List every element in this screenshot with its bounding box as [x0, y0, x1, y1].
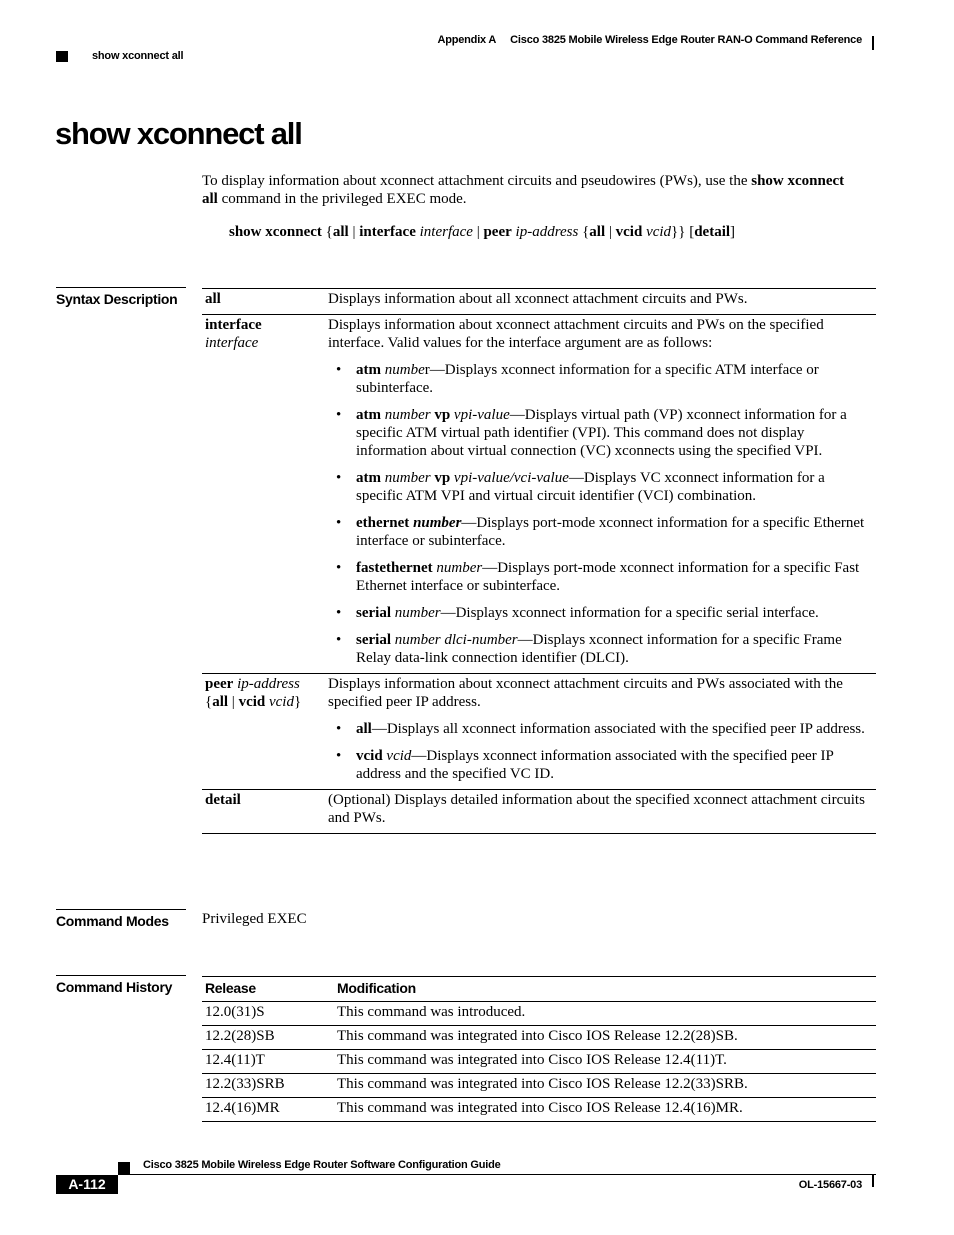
- release-cell: 12.2(33)SRB: [205, 1076, 285, 1092]
- item-text: —Displays VC xconnect information for a specific ATM VPI and virtual circuit identifier (VCI) combination.: [356, 470, 825, 504]
- syntax-part: all: [589, 224, 606, 240]
- list-item: [328, 631, 873, 667]
- keyword: vp: [434, 407, 451, 423]
- keyword: vcid: [238, 694, 266, 710]
- intro-paragraph: [202, 172, 862, 208]
- keyword: interface: [205, 317, 262, 333]
- keyword: serial: [356, 632, 391, 648]
- syntax-description-table: [202, 288, 876, 834]
- bullet-list: [328, 720, 873, 783]
- argument: number: [409, 515, 462, 531]
- header-rule-bar: [872, 36, 874, 50]
- syntax-desc-cell: [325, 315, 876, 674]
- keyword: peer: [205, 676, 234, 692]
- footer-guide-title: Cisco 3825 Mobile Wireless Edge Router Software Configuration Guide: [143, 1159, 501, 1171]
- table-row: [202, 1050, 876, 1074]
- table-row: [202, 1098, 876, 1122]
- command-syntax: [229, 224, 735, 241]
- syntax-desc-cell: Displays information about all xconnect attachment circuits and PWs.: [328, 291, 748, 307]
- argument: number: [381, 407, 435, 423]
- syntax-keyword-cell: [202, 674, 325, 790]
- footer-rule: [118, 1174, 876, 1175]
- intro-text-end: command in the privileged EXEC mode.: [217, 191, 467, 207]
- item-text: —Displays virtual path (VP) xconnect information for a specific ATM virtual path identifier (VPI). This command does not display information about virtual connection (VC) xconnects using the specified VPI.: [356, 407, 847, 459]
- desc-text: Displays information about xconnect attachment circuits and PWs associated with the specified peer IP address.: [328, 676, 843, 710]
- item-text: —Displays port-mode xconnect information for a specific Fast Ethernet interface or subinterface.: [356, 560, 860, 594]
- syntax-part: {: [578, 224, 590, 240]
- command-history-table: [202, 976, 876, 1122]
- syntax-part: vcid: [642, 224, 672, 240]
- argument: number dlci-number: [391, 632, 518, 648]
- footer-doc-id: OL-15667-03: [798, 1179, 862, 1191]
- argument: ip-address: [233, 676, 300, 692]
- syntax-part: vcid: [615, 224, 643, 240]
- keyword: fastethernet: [356, 560, 433, 576]
- keyword: vcid: [356, 748, 383, 764]
- footer-rule-bar: [872, 1175, 874, 1187]
- modification-cell: This command was integrated into Cisco IOS Release 12.2(33)SRB.: [337, 1076, 748, 1092]
- footer-marker: [118, 1162, 130, 1174]
- keyword: all: [212, 694, 229, 710]
- argument: number: [432, 560, 483, 576]
- syntax-keyword-cell: [202, 315, 325, 674]
- section-label-command-modes: Command Modes: [56, 911, 186, 929]
- syntax-part: |: [605, 224, 616, 240]
- table-header-row: [202, 977, 876, 1002]
- modification-cell: This command was introduced.: [337, 1004, 526, 1020]
- pipe: |: [228, 694, 239, 710]
- syntax-part: |: [348, 224, 360, 240]
- intro-command: show xconnect all: [202, 173, 845, 207]
- argument: number: [381, 470, 435, 486]
- keyword: ethernet: [356, 515, 410, 531]
- list-item: [328, 361, 873, 397]
- modification-cell: This command was integrated into Cisco IOS Release 12.2(28)SB.: [337, 1028, 738, 1044]
- syntax-part: }} [: [671, 224, 695, 240]
- table-row: [202, 289, 876, 315]
- modification-cell: This command was integrated into Cisco IOS Release 12.4(16)MR.: [337, 1100, 743, 1116]
- syntax-part: interface: [415, 224, 473, 240]
- argument: vpi-value/vci-value: [450, 470, 569, 486]
- syntax-part: |: [472, 224, 484, 240]
- intro-text: To display information about xconnect attachment circuits and pseudowires (PWs), use the: [202, 173, 752, 189]
- brace: }: [293, 694, 302, 710]
- header-appendix: Appendix A: [437, 34, 497, 46]
- item-text: —Displays all xconnect information associated with the specified peer IP address.: [371, 721, 865, 737]
- item-text: —Displays port-mode xconnect information for a specific Ethernet interface or subinterface.: [356, 515, 865, 549]
- syntax-keyword-cell: [202, 790, 325, 834]
- syntax-part: all: [332, 224, 349, 240]
- item-text: r—Displays xconnect information for a specific ATM interface or subinterface.: [356, 362, 819, 396]
- command-modes-value: Privileged EXEC: [202, 911, 307, 927]
- page-number: A-112: [56, 1175, 118, 1194]
- bullet-list: [328, 361, 873, 667]
- syntax-desc-cell: [325, 674, 876, 790]
- table-row: [202, 1074, 876, 1098]
- keyword: atm: [356, 362, 381, 378]
- release-cell: 12.0(31)S: [205, 1004, 265, 1020]
- table-row: [202, 1002, 876, 1026]
- release-cell: 12.4(11)T: [205, 1052, 265, 1068]
- argument: numbe: [381, 362, 425, 378]
- argument: vcid: [382, 748, 412, 764]
- release-cell: 12.2(28)SB: [205, 1028, 275, 1044]
- list-item: [328, 747, 873, 783]
- argument: vpi-value: [450, 407, 510, 423]
- syntax-part: show xconnect: [229, 224, 322, 240]
- running-header: [437, 34, 862, 46]
- column-header-modification: Modification: [337, 980, 416, 996]
- section-label-syntax-description: Syntax Description: [56, 289, 186, 307]
- keyword: atm: [356, 470, 381, 486]
- list-item: [328, 514, 873, 550]
- header-book-title: Cisco 3825 Mobile Wireless Edge Router RAN-O Command Reference: [510, 34, 862, 46]
- syntax-keyword-cell: [202, 289, 325, 315]
- keyword: detail: [205, 792, 241, 808]
- syntax-part: ]: [730, 224, 736, 240]
- list-item: [328, 469, 873, 505]
- syntax-part: ip-address: [511, 224, 579, 240]
- modification-cell: This command was integrated into Cisco IOS Release 12.4(11)T.: [337, 1052, 727, 1068]
- list-item: [328, 406, 873, 460]
- item-text: —Displays xconnect information associated with the specified peer IP address and the specified VC ID.: [356, 748, 834, 782]
- keyword: serial: [356, 605, 391, 621]
- argument: interface: [205, 335, 259, 351]
- release-cell: 12.4(16)MR: [205, 1100, 280, 1116]
- list-item: [328, 559, 873, 595]
- brace: {: [205, 694, 213, 710]
- keyword: all: [205, 291, 221, 307]
- syntax-part: peer: [483, 224, 512, 240]
- desc-text: Displays information about xconnect attachment circuits and PWs on the specified interface. Valid values for the interface argument are as follows:: [328, 317, 824, 351]
- list-item: [328, 720, 873, 738]
- argument: vcid: [265, 694, 294, 710]
- keyword: all: [356, 721, 372, 737]
- syntax-desc-cell: (Optional) Displays detailed information about the specified xconnect attachment circuits and PWs.: [328, 792, 865, 826]
- argument: number: [391, 605, 441, 621]
- item-text: —Displays xconnect information for a specific serial interface.: [440, 605, 819, 621]
- item-text: —Displays xconnect information for a specific Frame Relay data-link connection identifier (DLCI).: [356, 632, 842, 666]
- table-row: [202, 790, 876, 834]
- page-title: show xconnect all: [55, 116, 302, 151]
- syntax-part: detail: [694, 224, 731, 240]
- table-row: [202, 1026, 876, 1050]
- list-item: [328, 604, 873, 622]
- header-marker: [56, 51, 68, 62]
- syntax-part: {: [321, 224, 333, 240]
- keyword: atm: [356, 407, 381, 423]
- column-header-release: Release: [205, 980, 256, 996]
- section-label-command-history: Command History: [56, 977, 186, 995]
- keyword: vp: [434, 470, 451, 486]
- header-section: show xconnect all: [92, 50, 184, 62]
- syntax-part: interface: [359, 224, 416, 240]
- table-row: [202, 315, 876, 674]
- table-row: [202, 674, 876, 790]
